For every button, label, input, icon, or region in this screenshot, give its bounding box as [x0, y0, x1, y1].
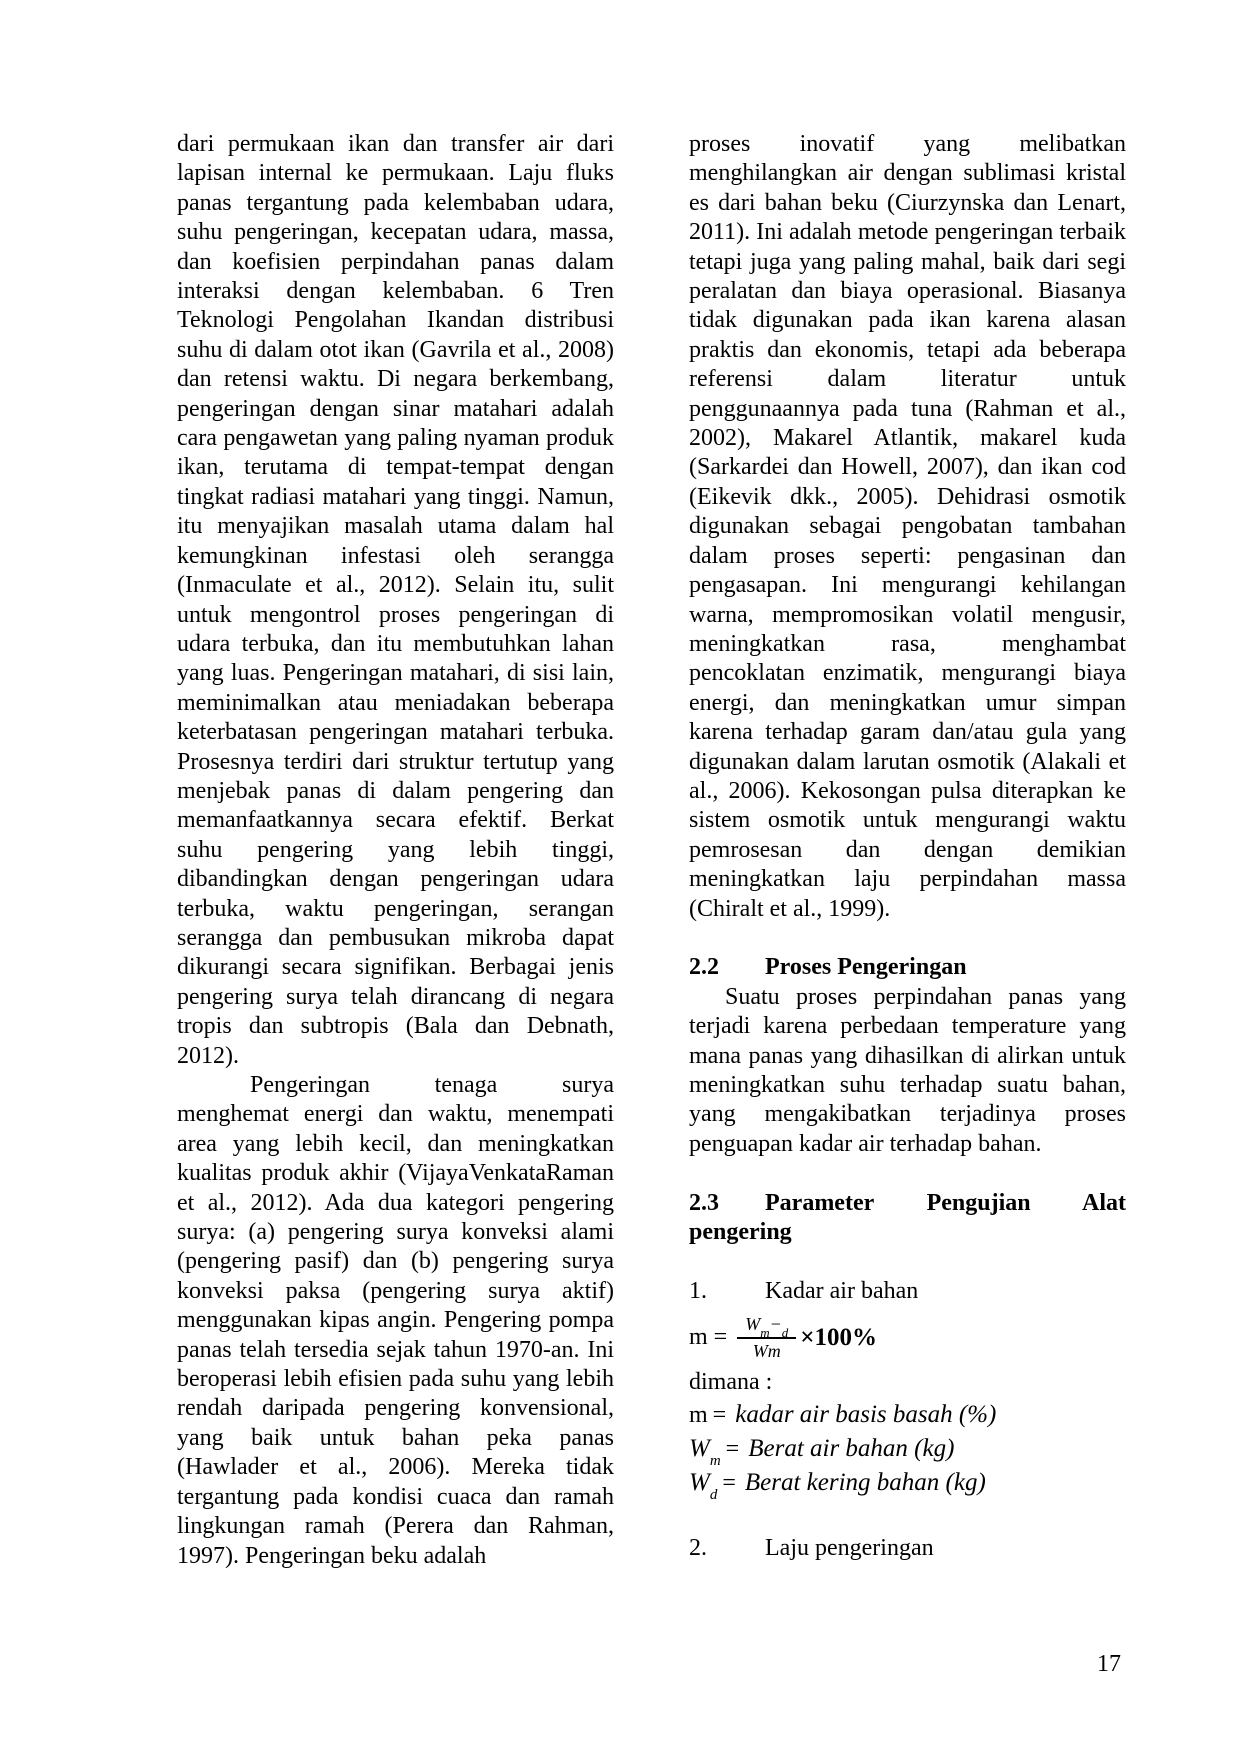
list-item-number: 2. — [689, 1534, 707, 1561]
section-number: 2.3 — [689, 1189, 719, 1216]
definition-line: $W_d$ = Berat kering bahan (kg) — [689, 1468, 986, 1503]
body-paragraph: Pengeringan tenaga surya menghemat energi dan waktu, menempati area yang lebih kecil, dan meningkatkan kualitas produk akhir (VijayaVenkataRaman et al., 2012). Ada dua kategori pengering surya: (a) pengering surya konveksi alami (pengering pasif) dan (b) pengering surya konveksi paksa (pengering surya aktif) menggunakan kipas angin. Pengering pompa panas telah tersedia sejak tahun 1970-an. Ini beroperasi lebih efisien pada suhu yang lebih rendah daripada pengering konvensional, yang baik untuk bahan peka panas (Hawlader et al., 2006). Mereka tidak tergantung pada kondisi cuaca dan ramah lingkungan ramah (Perera dan Rahman, 1997). Pengeringan beku adalah — [177, 1072, 614, 1569]
list-item-label: Kadar air bahan — [765, 1277, 919, 1304]
definition-line: m = kadar air basis basah (%) — [689, 1400, 997, 1428]
numerator: $W_m-_d$ — [737, 1314, 796, 1339]
numbered-item-2 — [689, 1534, 1126, 1563]
body-paragraph: Suatu proses perpindahan panas yang terjadi karena perbedaan temperature yang mana panas yang dihasilkan di alirkan untuk meningkatkan suhu terhadap suatu bahan, yang mengakibatkan terjadinya proses penguapan kadar air terhadap bahan. — [689, 983, 1126, 1157]
fraction — [737, 1314, 796, 1361]
section-title: Parameter Pengujian Alat pengering — [689, 1189, 1126, 1245]
definition-line: $W_m$ = Berat air bahan (kg) — [689, 1434, 955, 1469]
body-paragraph: dari permukaan ikan dan transfer air dari lapisan internal ke permukaan. Laju fluks panas tergantung pada kelembaban udara, suhu pengeringan, kecepatan udara, massa, dan koefisien perpindahan panas dalam interaksi dengan kelembaban. 6 Tren Teknologi Pengolahan Ikandan distribusi suhu di dalam otot ikan (Gavrila et al., 2008) dan retensi waktu. Di negara berkembang, pengeringan dengan sinar matahari adalah cara pengawetan yang paling nyaman produk ikan, terutama di tempat-tempat dengan tingkat radiasi matahari yang tinggi. Namun, itu menyajikan masalah utama dalam hal kemungkinan infestasi oleh serangga (Inmaculate et al., 2012). Selain itu, sulit untuk mengontrol proses pengeringan di udara terbuka, dan itu membutuhkan lahan yang luas. Pengeringan matahari, di sisi lain, meminimalkan atau meniadakan beberapa keterbatasan pengeringan matahari terbuka. Prosesnya terdiri dari struktur tertutup yang menjebak panas di dalam pengering dan memanfaatkannya secara efektif. Berkat suhu pengering yang lebih tinggi, dibandingkan dengan pengeringan udara terbuka, waktu pengeringan, serangan serangga dan pembusukan mikroba dapat dikurangi secara signifikan. Berbagai jenis pengering surya telah dirancang di negara tropis dan subtropis (Bala dan Debnath, 2012). — [177, 131, 614, 1069]
section-title: Proses Pengeringan — [765, 954, 967, 981]
where-label: dimana : — [689, 1369, 773, 1396]
section-heading-2-3 — [689, 1189, 1126, 1248]
list-item-label: Laju pengeringan — [765, 1534, 934, 1561]
list-item-number: 1. — [689, 1277, 707, 1304]
moisture-content-formula — [689, 1306, 1126, 1368]
page-number: 17 — [1097, 1651, 1121, 1677]
body-paragraph: proses inovatif yang melibatkan menghilangkan air dengan sublimasi kristal es dari bahan beku (Ciurzynska dan Lenart, 2011). Ini adalah metode pengeringan terbaik tetapi juga yang paling mahal, baik dari segi peralatan dan biaya operasional. Biasanya tidak digunakan pada ikan karena alasan praktis dan ekonomis, tetapi ada beberapa referensi dalam literatur untuk penggunaannya pada tuna (Rahman et al., 2002), Makarel Atlantik, makarel kuda (Sarkardei dan Howell, 2007), dan ikan cod (Eikevik dkk., 2005). Dehidrasi osmotik digunakan sebagai pengobatan tambahan dalam proses seperti: pengasinan dan pengasapan. Ini mengurangi kehilangan warna, mempromosikan volatil mengusir, meningkatkan rasa, menghambat pencoklatan enzimatik, mengurangi biaya energi, dan meningkatkan umur simpan karena terhadap garam dan/atau gula yang digunakan dalam larutan osmotik (Alakali et al., 2006). Kekosongan pulsa diterapkan ke sistem osmotik untuk mengurangi waktu pemrosesan dan dengan demikian meningkatkan laju perpindahan massa (Chiralt et al., 1999). — [689, 131, 1126, 922]
right-column — [689, 130, 1126, 1563]
formula-lhs: m = — [689, 1323, 728, 1350]
numbered-item-1 — [689, 1277, 1126, 1306]
left-column — [177, 130, 614, 1571]
denominator: Wm — [752, 1340, 781, 1361]
section-number: 2.2 — [689, 954, 719, 981]
section-heading-2-2 — [689, 953, 1126, 982]
formula-multiplier: ×100% — [800, 1323, 877, 1351]
